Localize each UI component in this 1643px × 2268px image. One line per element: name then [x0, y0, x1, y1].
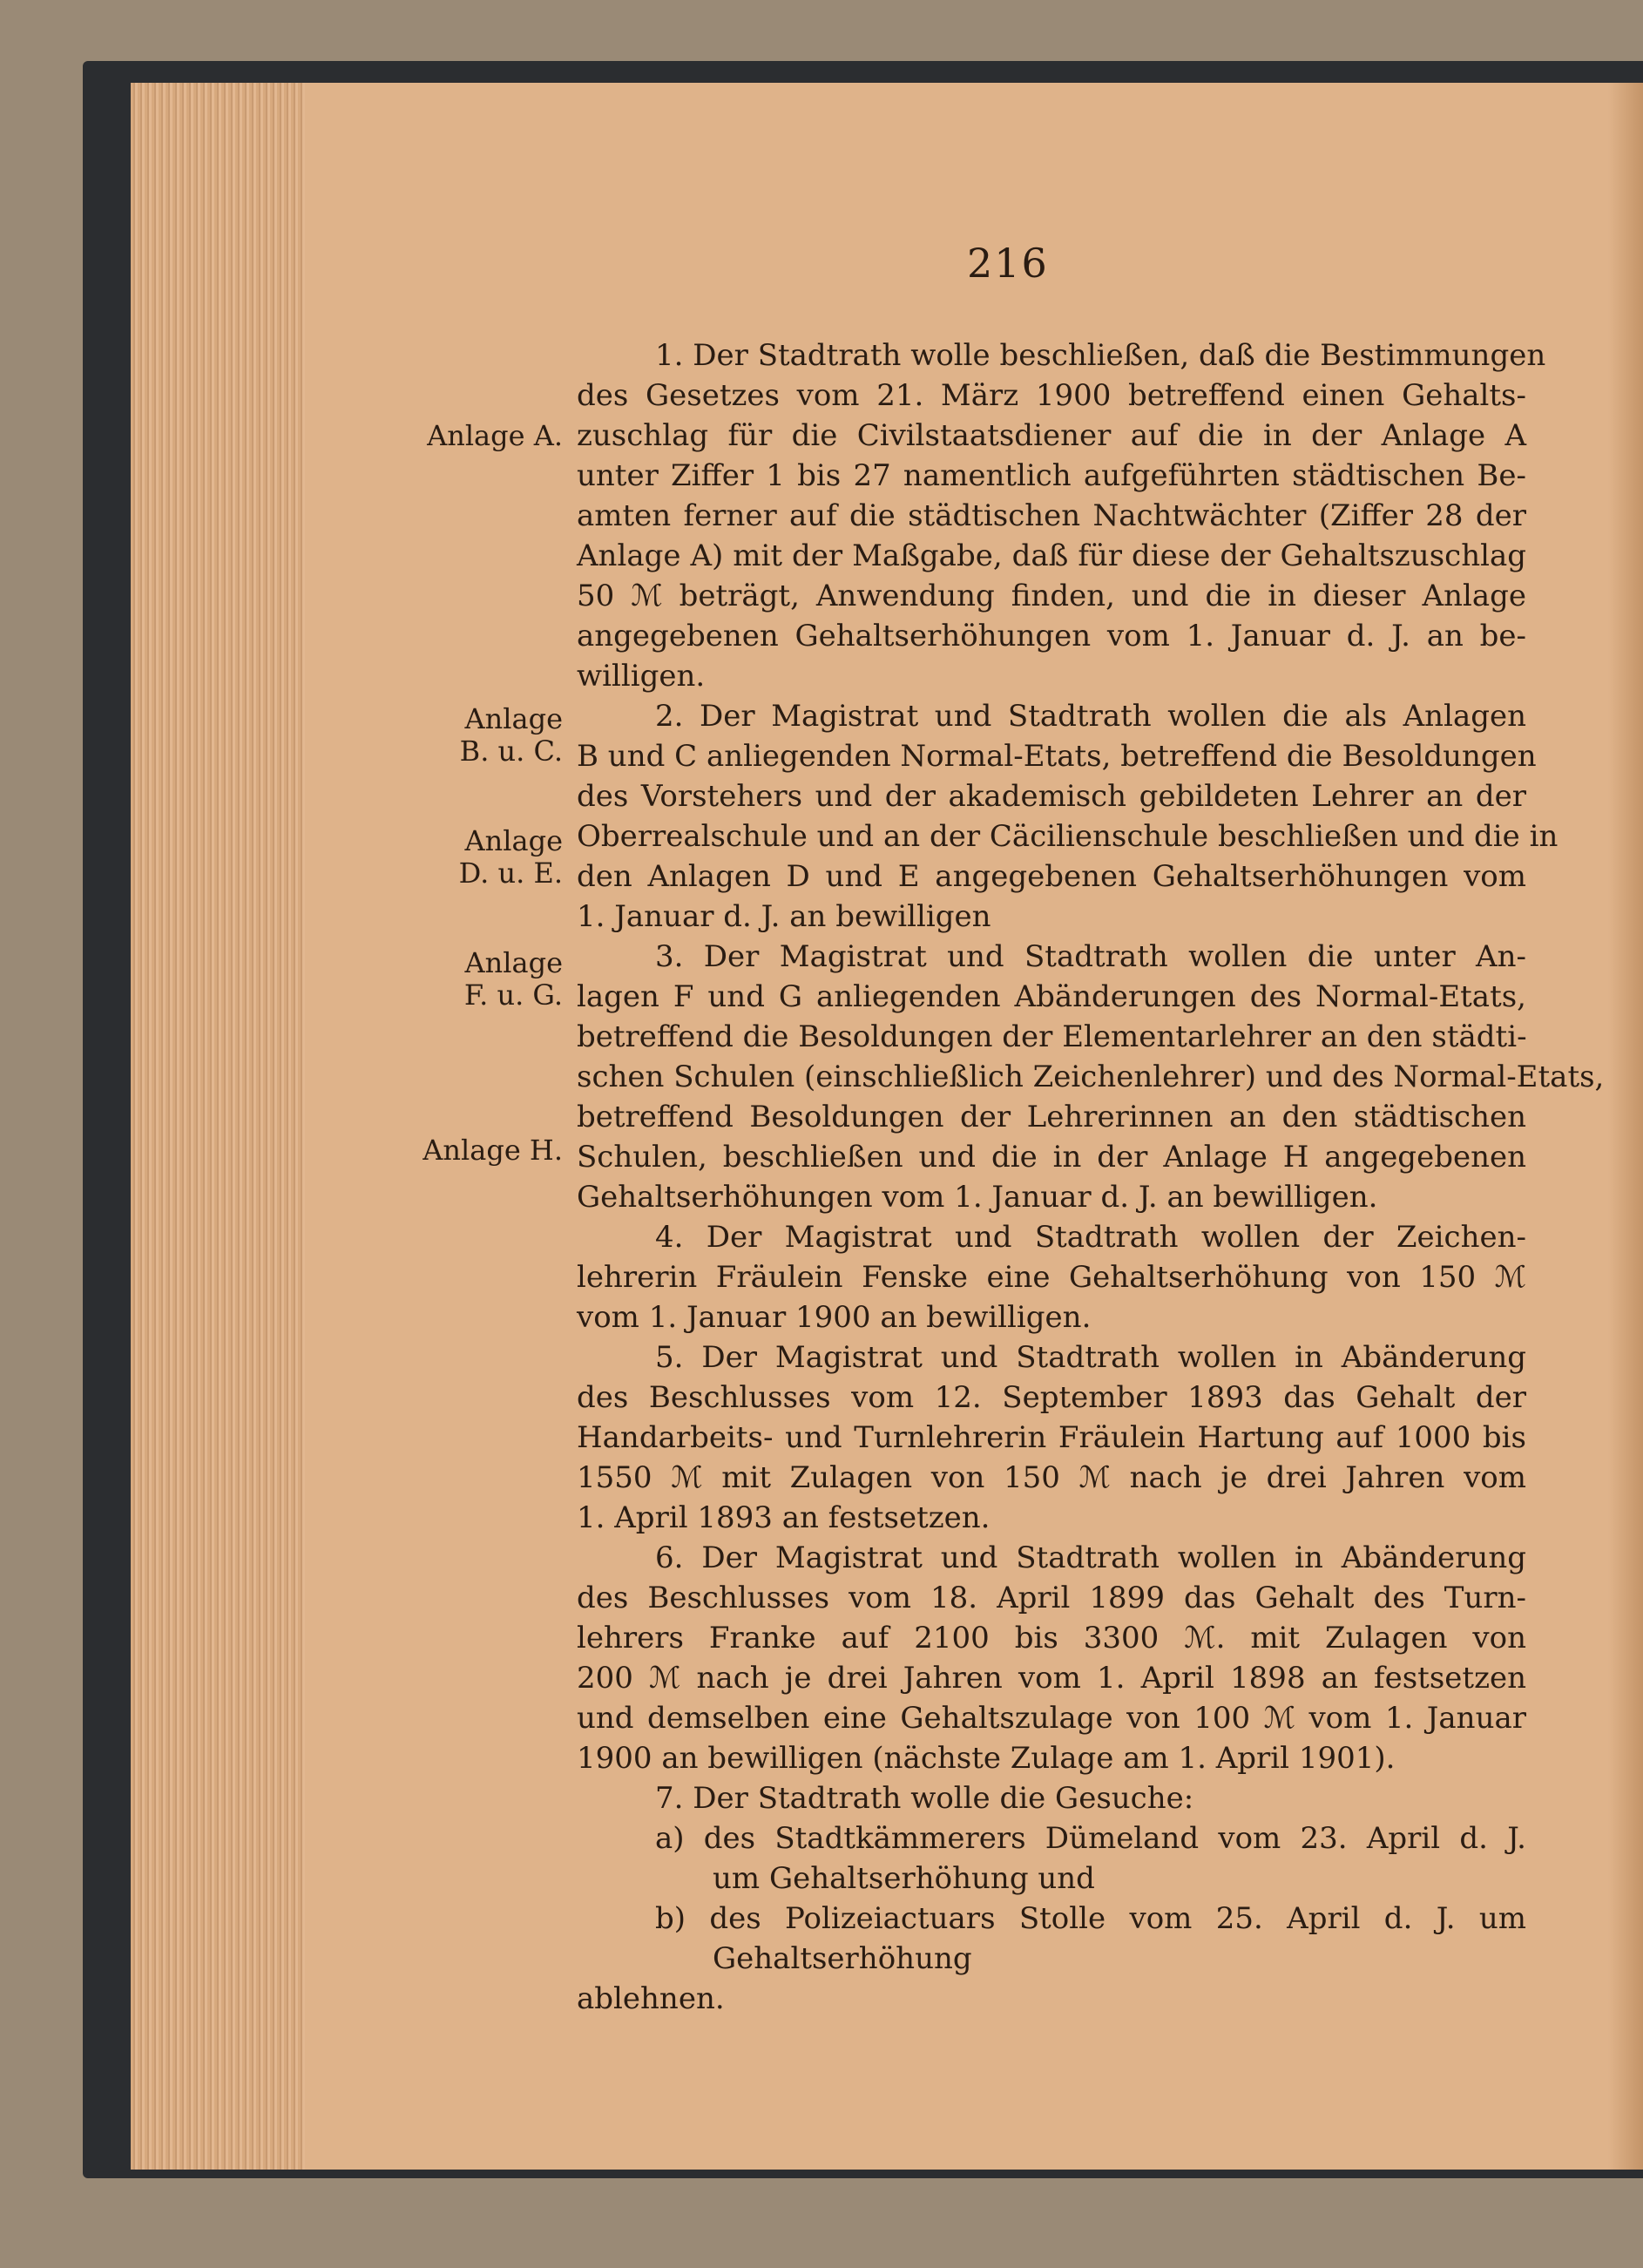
text-line: Oberrealschule und an der Cäcilienschule beschließen und die in [577, 819, 1558, 854]
text-line: lehrerin Fräulein Fenske eine Gehaltserhöhung von 150 ℳ [577, 1260, 1526, 1295]
page-number: 216 [967, 240, 1049, 287]
text-line: betreffend die Besoldungen der Elementarlehrer an den städti- [577, 1019, 1527, 1054]
text-line: 2. Der Magistrat und Stadtrath wollen die als Anlagen [655, 699, 1526, 734]
text-line: den Anlagen D und E angegebenen Gehaltserhöhungen vom [577, 859, 1526, 894]
margin-note-anlage-bc-ref: B. u. C. [459, 735, 563, 768]
text-line: 1. April 1893 an festsetzen. [577, 1500, 991, 1535]
margin-note-anlage-fg-ref: F. u. G. [463, 978, 563, 1012]
text-line: 1550 ℳ mit Zulagen von 150 ℳ nach je drei Jahren vom [577, 1460, 1526, 1495]
text-line: des Gesetzes vom 21. März 1900 betreffend einen Gehalts- [577, 378, 1526, 413]
text-line: vom 1. Januar 1900 an bewilligen. [577, 1300, 1092, 1335]
text-line: a) des Stadtkämmerers Dümeland vom 23. April d. J. [655, 1821, 1526, 1856]
text-line: Gehaltserhöhung [713, 1941, 972, 1976]
margin-note-anlage-a: Anlage A. [427, 419, 563, 452]
text-line: schen Schulen (einschließlich Zeichenlehrer) und des Normal-Etats, [577, 1060, 1605, 1094]
text-line: des Beschlusses vom 18. April 1899 das Gehalt des Turn- [577, 1581, 1526, 1615]
text-line: Anlage A) mit der Maßgabe, daß für diese der Gehaltszuschlag [577, 538, 1526, 573]
text-line: 4. Der Magistrat und Stadtrath wollen der Zeichen- [655, 1220, 1526, 1255]
margin-note-anlage-h: Anlage H. [423, 1134, 563, 1167]
text-line: lehrers Franke auf 2100 bis 3300 ℳ. mit Zulagen von [577, 1621, 1526, 1655]
margin-note-anlage-de: Anlage [464, 824, 563, 857]
text-line: willigen. [577, 659, 706, 694]
margin-note-anlage-bc: Anlage [464, 702, 563, 735]
text-line: 1. Januar d. J. an bewilligen [577, 899, 991, 934]
text-line: lagen F und G anliegenden Abänderungen des Normal-Etats, [577, 979, 1526, 1014]
margin-note-anlage-fg: Anlage [464, 946, 563, 979]
text-line: und demselben eine Gehaltszulage von 100 ℳ vom 1. Januar [577, 1701, 1526, 1736]
text-line: 200 ℳ nach je drei Jahren vom 1. April 1898 an festsetzen [577, 1661, 1526, 1696]
text-line: zuschlag für die Civilstaatsdiener auf die in der Anlage A [577, 418, 1526, 453]
text-line: 1900 an bewilligen (nächste Zulage am 1. April 1901). [577, 1741, 1396, 1776]
text-line: des Beschlusses vom 12. September 1893 das Gehalt der [577, 1380, 1526, 1415]
text-line: b) des Polizeiactuars Stolle vom 25. April d. J. um [655, 1901, 1526, 1936]
text-line: unter Ziffer 1 bis 27 namentlich aufgeführten städtischen Be- [577, 458, 1526, 493]
text-line: 1. Der Stadtrath wolle beschließen, daß die Bestimmungen [655, 338, 1546, 373]
text-line: Schulen, beschließen und die in der Anlage H angegebenen [577, 1140, 1526, 1175]
text-line: 3. Der Magistrat und Stadtrath wollen die unter An- [655, 939, 1526, 974]
text-line: amten ferner auf die städtischen Nachtwächter (Ziffer 28 der [577, 498, 1526, 533]
text-line: betreffend Besoldungen der Lehrerinnen an den städtischen [577, 1100, 1526, 1134]
text-line: Gehaltserhöhungen vom 1. Januar d. J. an bewilligen. [577, 1180, 1378, 1215]
text-line: 7. Der Stadtrath wolle die Gesuche: [655, 1781, 1194, 1816]
text-line: 6. Der Magistrat und Stadtrath wollen in Abänderung [655, 1540, 1526, 1575]
text-line: ablehnen. [577, 1981, 725, 2016]
text-line: angegebenen Gehaltserhöhungen vom 1. Januar d. J. an be- [577, 619, 1526, 653]
margin-note-anlage-de-ref: D. u. E. [458, 856, 563, 890]
text-line: um Gehaltserhöhung und [713, 1861, 1095, 1896]
text-line: 5. Der Magistrat und Stadtrath wollen in Abänderung [655, 1340, 1526, 1375]
text-line: 50 ℳ beträgt, Anwendung finden, und die in dieser Anlage [577, 579, 1526, 613]
text-line: des Vorstehers und der akademisch gebildeten Lehrer an der [577, 779, 1526, 814]
text-line: Handarbeits- und Turnlehrerin Fräulein Hartung auf 1000 bis [577, 1420, 1526, 1455]
text-line: B und C anliegenden Normal-Etats, betreffend die Besoldungen [577, 739, 1537, 774]
